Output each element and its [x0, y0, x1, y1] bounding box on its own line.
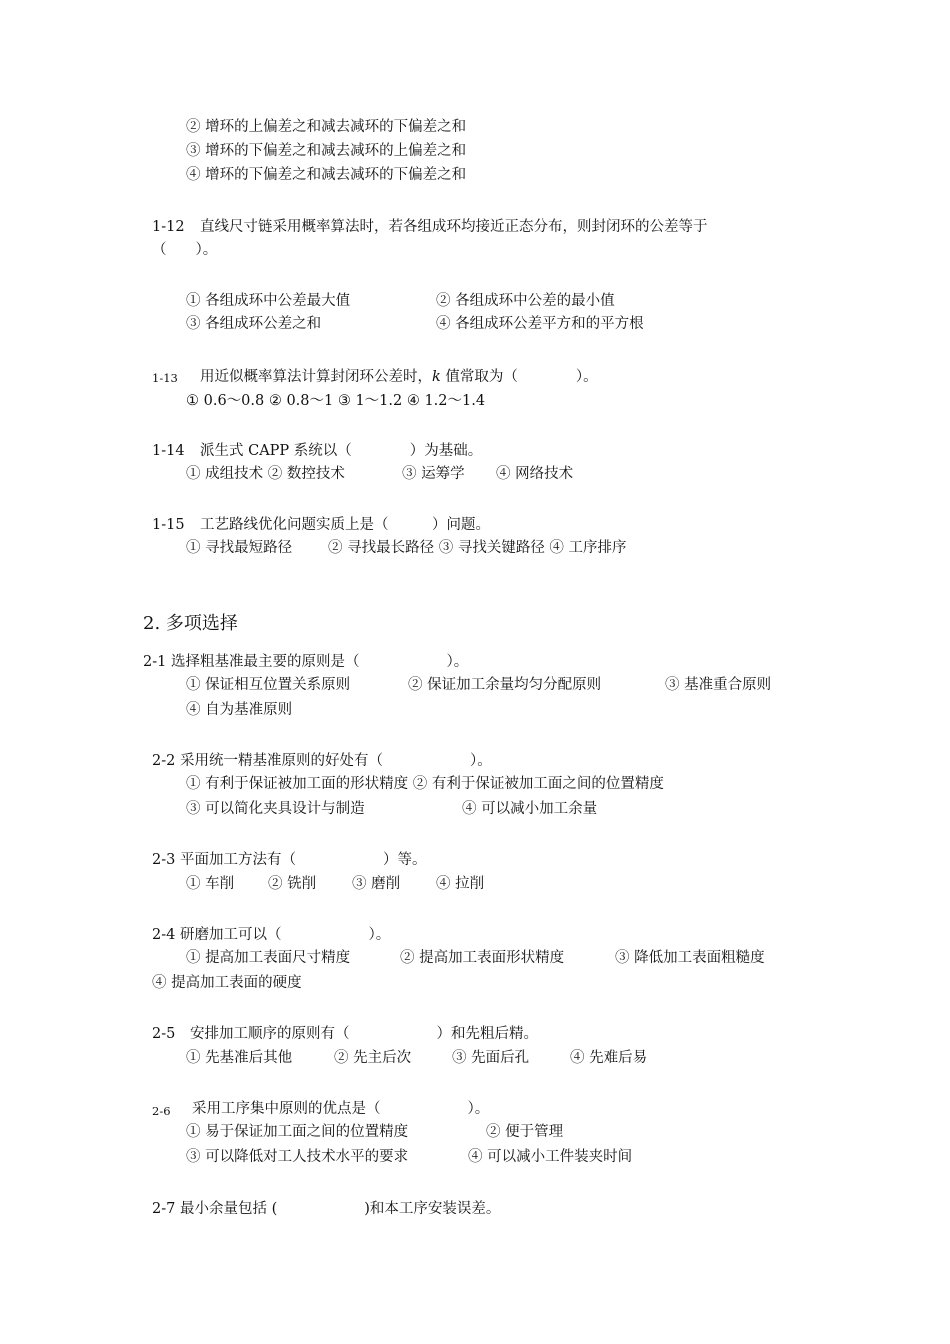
- question-stem: 2-2 采用统一精基准原则的好处有（ ）。: [152, 753, 492, 769]
- section-heading: 2. 多项选择: [143, 613, 238, 634]
- option-2: ② 铣削: [268, 876, 317, 892]
- question-stem: 2-7 最小余量包括 ( )和本工序安装误差。: [152, 1201, 501, 1217]
- option-3: ③ 可以降低对工人技术水平的要求: [186, 1149, 409, 1165]
- option-1: ① 先基准后其他: [186, 1050, 293, 1066]
- question-stem: 派生式 CAPP 系统以（ ）为基础。: [200, 443, 483, 459]
- option-4: ④ 自为基准原则: [186, 702, 293, 718]
- option-4: ④ 各组成环公差平方和的平方根: [436, 316, 644, 332]
- option-1: ① 易于保证加工面之间的位置精度: [186, 1124, 409, 1140]
- question-stem: 安排加工顺序的原则有（ ）和先粗后精。: [190, 1026, 538, 1042]
- option-3: ③ 各组成环公差之和: [186, 316, 322, 332]
- question-number: 1-14: [152, 443, 185, 459]
- option-3: ③ 基准重合原则: [665, 677, 772, 693]
- question-number: 1-13: [152, 371, 178, 385]
- option-3: ③ 增环的下偏差之和减去减环的上偏差之和: [186, 143, 467, 159]
- option-2: ② 提高加工表面形状精度: [400, 950, 565, 966]
- option-3: ③ 降低加工表面粗糙度: [615, 950, 765, 966]
- stem-text: 用近似概率算法计算封闭环公差时，: [200, 369, 432, 385]
- option-1: ① 寻找最短路径: [186, 540, 293, 556]
- option-1-2: ① 有利于保证被加工面的形状精度 ② 有利于保证被加工面之间的位置精度: [186, 776, 664, 792]
- option-2: ② 保证加工余量均匀分配原则: [408, 677, 602, 693]
- question-stem: [200, 368, 598, 386]
- question-number: 2-5: [152, 1026, 176, 1042]
- option-4: ④ 网络技术: [496, 466, 574, 482]
- option-2-4: ② 寻找最长路径 ③ 寻找关键路径 ④ 工序排序: [328, 540, 627, 556]
- question-stem: 2-1 选择粗基准最主要的原则是（ ）。: [143, 654, 469, 670]
- option-1: ① 车削: [186, 876, 235, 892]
- option-1: ① 各组成环中公差最大值: [186, 293, 351, 309]
- option-4: ④ 先难后易: [570, 1050, 648, 1066]
- option-1: ① 提高加工表面尺寸精度: [186, 950, 351, 966]
- stem-variable-k: k: [432, 369, 441, 385]
- option-2: ② 便于管理: [486, 1124, 564, 1140]
- option-4: ④ 可以减小工件装夹时间: [468, 1149, 633, 1165]
- option-3: ③ 磨削: [352, 876, 401, 892]
- question-stem: 2-3 平面加工方法有（ ）等。: [152, 852, 427, 868]
- option-3: ③ 可以简化夹具设计与制造: [186, 801, 365, 817]
- options-line: ① 0.6～0.8 ② 0.8～1 ③ 1～1.2 ④ 1.2～1.4: [186, 393, 486, 409]
- question-stem: 直线尺寸链采用概率算法时，若各组成环均接近正态分布，则封闭环的公差等于: [200, 219, 708, 235]
- option-1-2: ① 成组技术 ② 数控技术: [186, 466, 345, 482]
- option-2: ② 增环的上偏差之和减去减环的下偏差之和: [186, 119, 467, 135]
- option-1: ① 保证相互位置关系原则: [186, 677, 351, 693]
- question-number: 2-6: [152, 1104, 171, 1118]
- question-stem: 工艺路线优化问题实质上是（ ）问题。: [200, 517, 490, 533]
- option-2: ② 先主后次: [334, 1050, 412, 1066]
- option-4: ④ 增环的下偏差之和减去减环的下偏差之和: [186, 167, 467, 183]
- option-4: ④ 提高加工表面的硬度: [152, 975, 302, 991]
- option-4: ④ 拉削: [436, 876, 485, 892]
- option-3: ③ 先面后孔: [452, 1050, 530, 1066]
- question-stem: 采用工序集中原则的优点是（ ）。: [192, 1101, 490, 1117]
- question-stem: 2-4 研磨加工可以（ ）。: [152, 927, 391, 943]
- stem-text-end: 值常取为（ ）。: [440, 369, 598, 385]
- option-2: ② 各组成环中公差的最小值: [436, 293, 615, 309]
- option-3: ③ 运筹学: [402, 466, 465, 482]
- question-stem-continued: （ ）。: [152, 242, 218, 258]
- option-4: ④ 可以减小加工余量: [462, 801, 598, 817]
- question-number: 1-15: [152, 517, 185, 533]
- question-number: 1-12: [152, 219, 185, 235]
